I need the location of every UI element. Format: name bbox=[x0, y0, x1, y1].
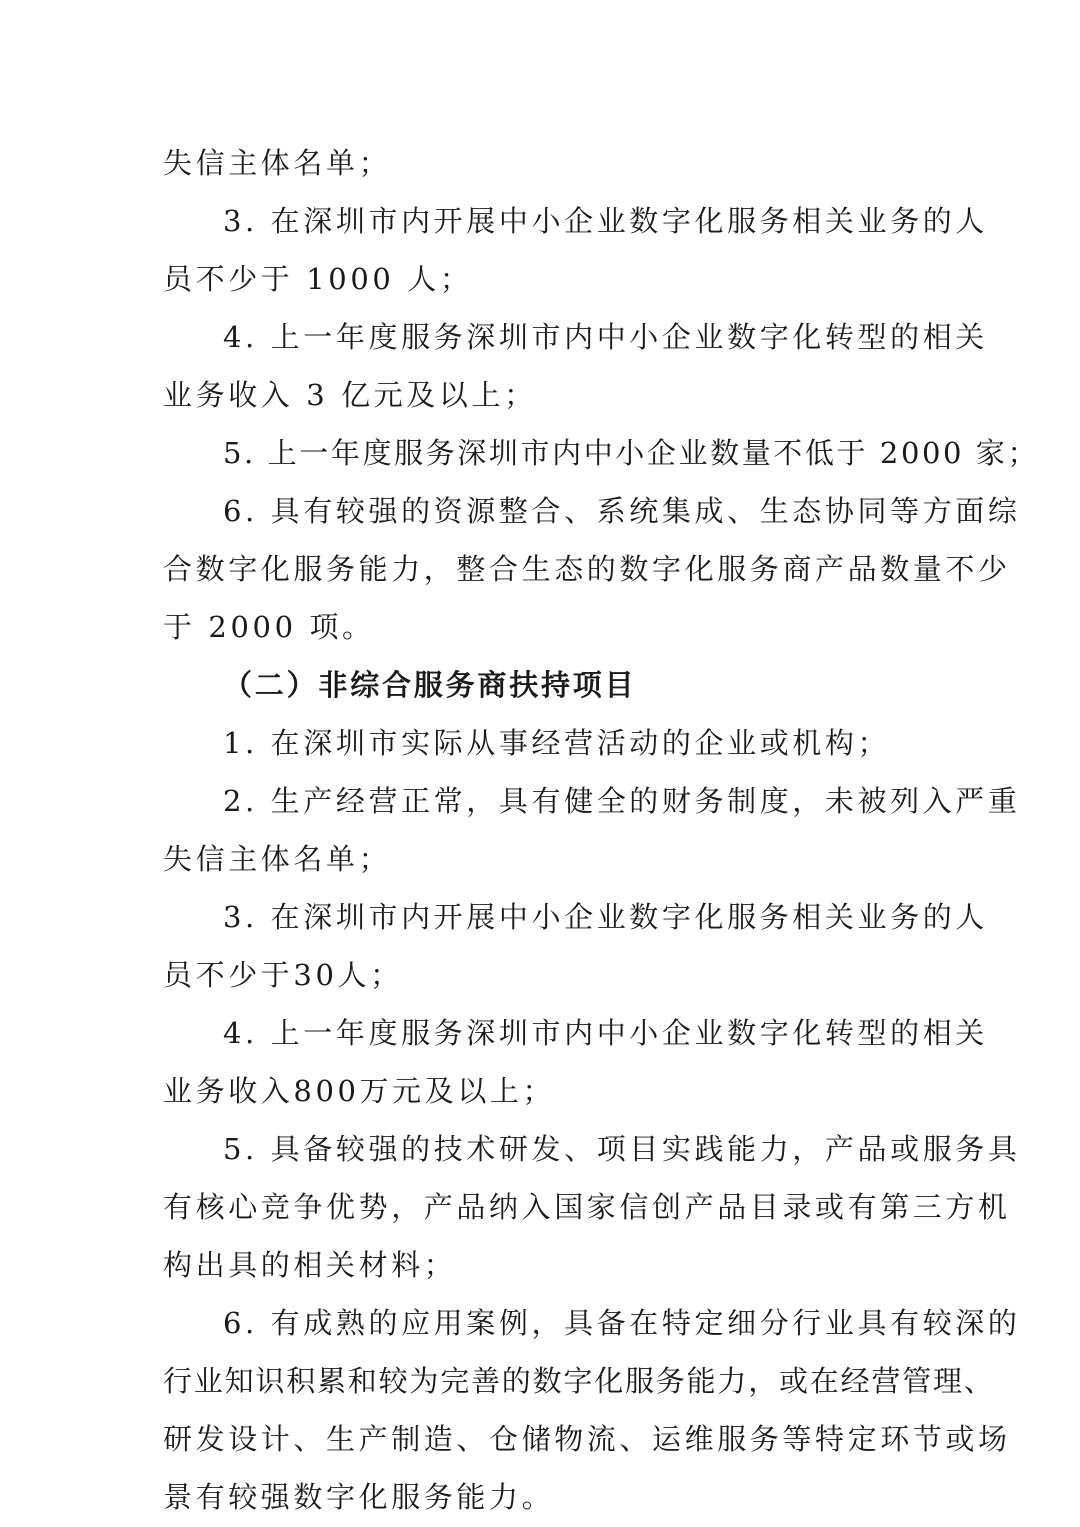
text-line: 5. 上一年度服务深圳市内中小企业数量不低于 2000 家； bbox=[223, 436, 1040, 470]
text-line: 4. 上一年度服务深圳市内中小企业数字化转型的相关 bbox=[223, 320, 988, 354]
text-line: 2. 生产经营正常，具有健全的财务制度，未被列入严重 bbox=[223, 784, 1021, 818]
text-line: 业务收入 3 亿元及以上； bbox=[163, 378, 537, 412]
text-line: 业务收入800万元及以上； bbox=[163, 1074, 556, 1108]
text-line: 有核心竞争优势，产品纳入国家信创产品目录或有第三方机 bbox=[163, 1190, 1011, 1224]
text-line: 构出具的相关材料； bbox=[163, 1248, 457, 1282]
text-line: 1. 在深圳市实际从事经营活动的企业或机构； bbox=[223, 726, 891, 760]
text-line: 4. 上一年度服务深圳市内中小企业数字化转型的相关 bbox=[223, 1016, 988, 1050]
text-line: 失信主体名单； bbox=[163, 146, 392, 180]
document-body bbox=[163, 134, 1040, 1526]
text-line: 5. 具备较强的技术研发、项目实践能力，产品或服务具 bbox=[223, 1132, 1021, 1166]
text-line: 失信主体名单； bbox=[163, 842, 392, 876]
text-line: 3. 在深圳市内开展中小企业数字化服务相关业务的人 bbox=[223, 204, 988, 238]
text-line: 研发设计、生产制造、仓储物流、运维服务等特定环节或场 bbox=[163, 1422, 1011, 1456]
text-line: 员不少于 1000 人； bbox=[163, 262, 473, 296]
text-line: 员不少于30人； bbox=[163, 958, 403, 992]
text-line: 景有较强数字化服务能力。 bbox=[163, 1480, 555, 1514]
text-line: 于 2000 项。 bbox=[163, 610, 375, 644]
text-line: 6. 有成熟的应用案例，具备在特定细分行业具有较深的 bbox=[223, 1306, 1021, 1340]
text-line: 3. 在深圳市内开展中小企业数字化服务相关业务的人 bbox=[223, 900, 988, 934]
text-line: 合数字化服务能力，整合生态的数字化服务商产品数量不少 bbox=[163, 552, 1011, 586]
text-line: 6. 具有较强的资源整合、系统集成、生态协同等方面综 bbox=[223, 494, 1021, 528]
text-line: 行业知识积累和较为完善的数字化服务能力，或在经营管理、 bbox=[163, 1364, 995, 1398]
section-heading: （二）非综合服务商扶持项目 bbox=[223, 668, 637, 702]
